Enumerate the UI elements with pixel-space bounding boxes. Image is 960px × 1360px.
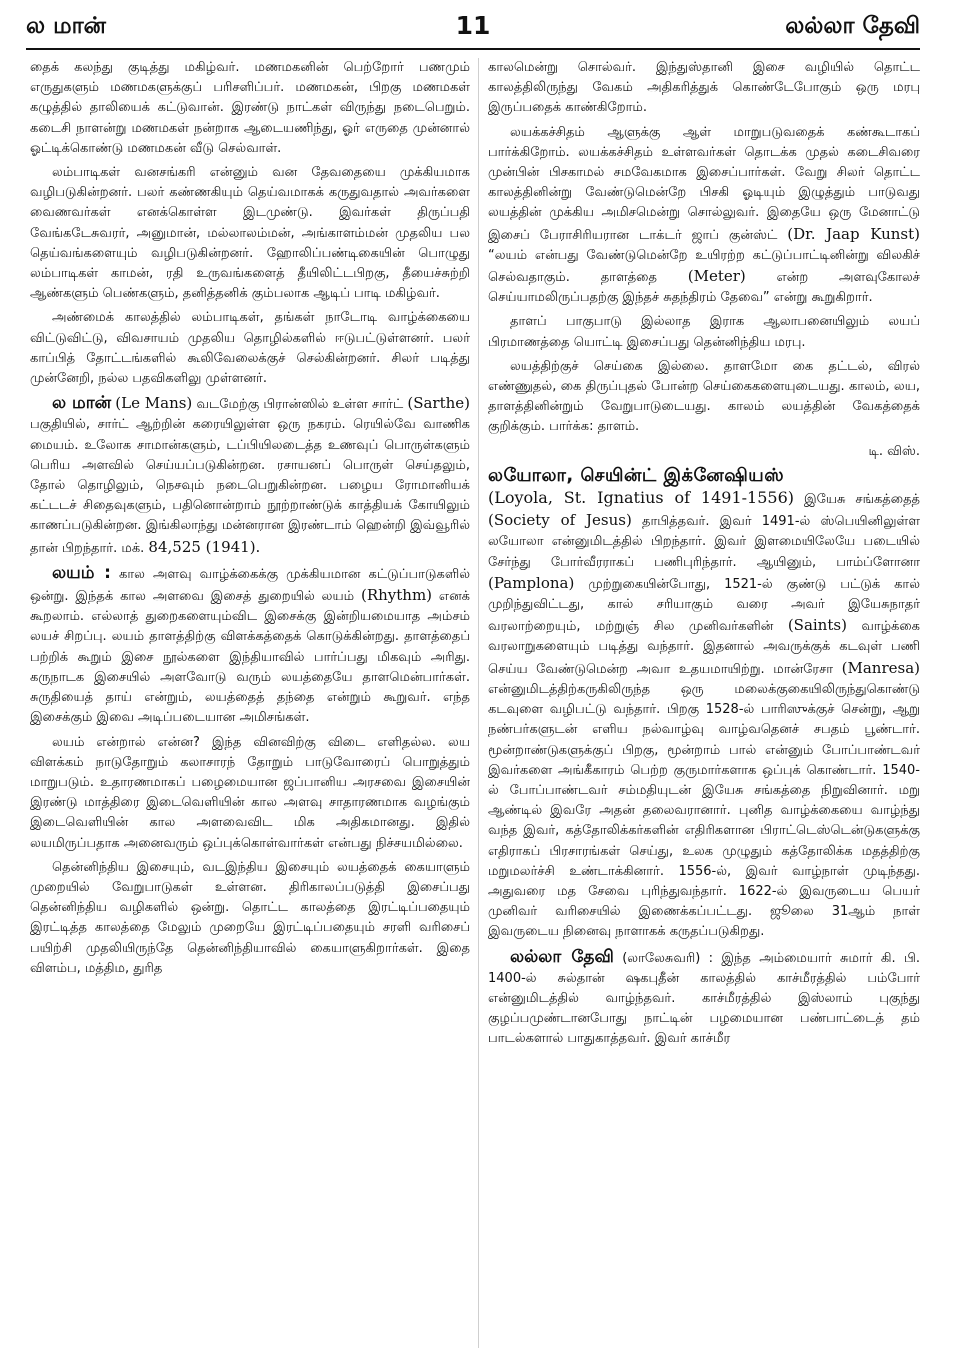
lambadi-paragraph-1: தைக் கலந்து குடித்து மகிழ்வர். மணமகனின் பெற்றோர் பணமும் எருதுகளும் மணமகளுக்குப் பரிசளிப்பர். மணமகன், பிறகு மணமகள் கழுத்தில் தாலியைக் கட்டுவான். இரண்டு நாட்கள் விருந்து நடைபெறும். கடைசி நாளன்று மணமகள் நன்றாக ஆடையணிந்து, ஓர் எருதை முன்னால் ஓட்டிக்கொண்டு மணமகன் வீடு செல்வாள். — [30, 60, 470, 156]
lemans-population: 84,525 (1941). — [148, 537, 261, 556]
kunst-text-1: லயக்கச்சிதம் ஆளுக்கு ஆள் மாறுபடுவதைக் கண்கூடாகப் பார்க்கிறோம். லயக்கச்சிதம் உள்ளவர்கள் தொடக்க முதல் கடைசிவரை முன்பின் பிசகாமல் சமவேகமாக இசைப்பார்கள். வேறு சிலர் தொட்ட காலத்தினின்று வேண்டுமென்றே பிசகி ஓடியும் இழுத்தும் பாடுவது லயத்தின் முக்கிய அமிசமென்று சொல்லுவர். இதையே ஒரு மேனாட்டு இசைப் பேராசிரியரான டாக்டர் ஜாப் குன்ஸ்ட் — [488, 124, 920, 243]
running-head-right: லல்லா தேவி — [785, 13, 920, 39]
entry-term-lemans: ல மான் — [52, 393, 112, 414]
loyola-text-1: இயேசு சங்கத்தைத் — [803, 492, 920, 508]
rhythm-latin-name: (Rhythm) — [360, 586, 433, 605]
lemans-text-2: பகுதியில், சார்ட் ஆற்றின் கரையிலுள்ள ஒரு நகரம். ரெயில்வே வாணிக மையம். உலோக சாமான்களும், டப்பியிலடைத்த உணவுப் பொருள்களும் பெரிய அளவில் செய்யப்படுகின்றன. ரசாயனப் பொருள் செய்தலும், தோல் தொழிலும், நெசவும் நடைபெறுகின்றன. பழைய ரோமானியக் கட்டடச் சிதைவுகளும், பதினொன்றாம் நூற்றாண்டுக் காத்தியக் கோயிலும் காணப்படுகின்றன. இங்கிலாந்து மன்னரான இரண்டாம் ஹென்றி இவ்வூரில் தான் பிறந்தார். மக். — [30, 417, 470, 556]
layam-paragraph-3: லயம் என்றால் என்ன? இந்த வினவிற்கு விடை எளிதல்ல. லய விளக்கம் நாடுதோறும் கலாசாரந் தோறும் பாடுவோரைப் பொறுத்தும் மாறுபடும். உதாரணமாகப் பழைமையான ஜப்பானிய அரசவை இசையின் இரண்டு மாத்திரை இடைவெளியின் கால அளவு சாதாரணமாக வழங்கும் இடைவெளியின் கால அளவைவிட மிக அதிகமானது. இதில் லயமிருப்பதாக அனைவரும் ஒப்புக்கொள்வார்கள் என்பது நிச்சயமில்லை. — [30, 734, 470, 851]
column-divider — [478, 58, 479, 1348]
loyola-text-2: தாபித்தவர். இவர் 1491-ல் ஸ்பெயினிலுள்ள லயோலா என்னுமிடத்தில் பிறந்தார். இவர் இளமையிலேயே படையில் சேர்ந்து போர்வீரராகப் பணிபுரிந்தார். ஆயினும், பாம்ப்ளோனா — [488, 514, 920, 570]
meter-latin-name: (Meter) — [687, 267, 746, 286]
manresa-latin-name: (Manresa) — [841, 658, 920, 677]
lemans-latin-name: (Le Mans) — [115, 394, 193, 413]
loyola-text-4: வாழ்க்கை வரலாறுகளையும் படித்து வந்தார். இதனால் அவருக்குக் கடவுள் பணி செய்ய வேண்டுமென்ற அவா உதயமாயிற்று. மான்ரேசா — [488, 619, 920, 677]
entry-term-lalla: லல்லா தேவி — [510, 946, 614, 967]
page-number: 11 — [455, 11, 491, 40]
layam-continued-paragraph: காலமென்று சொல்வர். இந்துஸ்தானி இசை வழியில் தொட்ட காலத்திலிருந்து வேகம் அதிகரித்துக் கொண்டேபோகும் ஒரு மரபு இருப்பதைக் காண்கிறோம். — [488, 60, 920, 116]
running-head-left: ல மான் — [26, 13, 106, 39]
pamplona-latin-name: (Pamplona) — [488, 573, 575, 592]
layam-paragraph-seykai — [488, 357, 920, 438]
sarthe-latin-name: (Sarthe) — [407, 394, 470, 413]
lalla-alias: (லாலேசுவரி) : — [622, 950, 714, 966]
kunst-text-2: “லயம் என்பது வேண்டுமென்றே உயிரற்ற கட்டுப்பாட்டினின்று விலகிச் செல்வதாகும். தாளத்தை — [488, 247, 920, 286]
kunst-latin-name: (Dr. Jaap Kunst) — [787, 224, 920, 243]
right-column — [488, 58, 920, 1356]
layam-text-2: எனக் கூறலாம். எல்லாத் துறைகளையும்விட இசைக்கு இன்றியமையாத அம்சம் லயச் சிறப்பு. லயம் தாளத்திற்கு விளக்கத்தைக் கொடுக்கின்றது. தாளத்தைப் பற்றிக் கூறும் இசை நூல்களை இந்தியாவில் பார்ப்பது மிகவும் அரிது. கருநாடக இசையில் அளவோடு வரும் லயத்தையே தாளமென்பார்கள். சுருதியைத் தாய் என்றும், லயத்தைத் தந்தை என்றும் கூறுவர். எந்த இசைக்கும் இவை அடிப்படையான அமிசங்கள். — [30, 589, 470, 726]
loyola-entry — [488, 466, 920, 943]
lambadi-paragraph-2: லம்பாடிகள் வனசங்கரி என்னும் வன தேவதையை முக்கியமாக வழிபடுகின்றனர். பலர் கண்ணகியும் தெய்வமாகக் கருதுவதால் அவர்களை வைணவர்கள் எனக்கொள்ள இடமுண்டு. இவர்கள் திருப்பதி வேங்கடேசுவரர், அனுமான், மல்லாலம்மன், அங்காளம்மன் முதலிய பல தெய்வங்களையும் வழிபடுகின்றனர். ஹோலிப்பண்டிகையின் பொழுது லம்பாடிகள் காமன், ரதி உருவங்களைத் தீயிலிட்டபிறகு, தீயைச்சுற்றி ஆண்களும் பெண்களும், தனித்தனிக் கும்பலாக ஆடிப் பாடி மகிழ்வர். — [30, 165, 470, 302]
lemans-entry — [30, 393, 470, 559]
author-byline: டி. விஸ். — [868, 443, 920, 459]
entry-term-loyola: லயோலா, செயின்ட் இக்னேஷியஸ் — [488, 464, 785, 486]
kunst-text-3: என்ற அளவுகோலச் செய்யாமலிருப்பதற்கு இந்தச் சுதந்திரம் தேவை” என்று கூறுகிறார். — [488, 270, 920, 306]
layam-paragraph-kunst — [488, 123, 920, 309]
loyola-latin-name: (Loyola, St. Ignatius of 1491-1556) — [488, 488, 795, 508]
lalla-entry — [488, 947, 920, 1050]
page-header — [26, 6, 920, 50]
layam-paragraph-4: தென்னிந்திய இசையும், வடஇந்திய இசையும் லயத்தைக் கையாளும் முறையில் வேறுபாடுகள் உள்ளன. திரிகாலப்படுத்தி இசைப்பது தென்னிந்திய வழிகளில் ஒன்று. தொட்ட காலத்தை இரட்டிப்பதையும் இரட்டித்த காலத்தை மேலும் முறையே இரட்டிப்பதையும் சரளி வரிசைப் பயிற்சி முதலியிருந்தே தென்னிந்தியாவில் கையாளுகிறார்கள். இதை விளம்ப, மத்திம, துரித — [30, 859, 470, 976]
left-column — [30, 58, 470, 1356]
layam-entry — [30, 563, 470, 729]
entry-term-layam: லயம் : — [52, 562, 111, 583]
saints-latin-name: (Saints) — [787, 616, 847, 635]
lalla-text-1: இந்த அம்மையார் சுமார் கி. பி. 1400-ல் சுல்தான் ஷகபுதீன் காலத்தில் காச்மீரத்தில் பம்போர் என்னுமிடத்தில் வாழ்ந்தவர். காச்மீரத்தில் இஸ்லாம் புகுந்து குழப்பமுண்டானபோது நாட்டின் பழமையான பண்பாட்டைத் தம் பாடல்களால் பாதுகாத்தவர். இவர் காச்மீர — [488, 950, 920, 1047]
layam-text-1: கால அளவு வாழ்க்கைக்கு முக்கியமான கட்டுப்பாடுகளில் ஒன்று. இந்தக் கால அளவை இசைத் துறையில் லயம் — [30, 566, 470, 605]
loyola-text-5: என்னுமிடத்திற்கருகிலிருந்த ஒரு மலைக்குகையிலிருந்துகொண்டு கடவுளை வழிபட்டு வந்தார். பிறகு 1528-ல் பாரிஸுக்குச் சென்று, ஆறு நண்பர்களுடன் எளிய நல்வாழ்வு வாழ்வதெனச் சபதம் பூண்டார். மூன்றாண்டுகளுக்குப் பிறகு, மூன்றாம் பால் என்னும் போப்பாண்டவர் இவர்களை அங்கீகாரம் பெற்ற குருமார்களாக ஒப்புக் கொண்டார். 1540-ல் போப்பாண்டவர் சம்மதியுடன் இயேசு சங்கத்தை நிறுவினார். மறு ஆண்டில் இவரே அதன் தலைவரானார். புனித வாழ்க்கையை வாழ்ந்து வந்த இவர், கத்தோலிக்கர்களின் எதிரிகளான பிராட்டெஸ்டென்டுகளுக்கு எதிராகப் பிரசாரங்கள் செய்து, உலக முழுதும் கத்தோலிக்க மதத்திற்கு மறுமலர்ச்சி உண்டாக்கினார். 1556-ல், இவர் வாழ்நாள் முடிந்தது. அதுவரை மத சேவை புரிந்துவந்தார். 1622-ல் இவருடைய பெயர் முனிவர் வரிசையில் இணைக்கப்பட்டது. ஜூலை 31ஆம் நாள் இவருடைய நினைவு நாளாகக் கருதப்படுகிறது. — [488, 681, 920, 940]
layam-paragraph-alapana: தாளப் பாகுபாடு இல்லாத இராக ஆலாபனையிலும் லயப் பிரமாணத்தை யொட்டி இசைப்பது தென்னிந்திய மரபு. — [488, 314, 920, 350]
lemans-text-1: வடமேற்கு பிரான்ஸில் உள்ள சார்ட் — [196, 397, 404, 413]
society-latin-name: (Society of Jesus) — [488, 511, 632, 530]
seykai-text: லயத்திற்குச் செய்கை இல்லை. தாளமோ கை தட்டல், விரல் எண்ணுதல், கை திருப்புதல் போன்ற செய்கைகளையுடையது. காலம், லய, தாளத்தினின்றும் வேறுபாடுடையது. காலம் லயத்தின் வேகத்தைக் குறிக்கும். பார்க்க: தாளம். — [488, 358, 920, 435]
lambadi-paragraph-3: அண்மைக் காலத்தில் லம்பாடிகள், தங்கள் நாடோடி வாழ்க்கையை விட்டுவிட்டு, விவசாயம் முதலிய தொழில்களில் ஈடுபட்டுள்ளனர். பலர் காப்பித் தோட்டங்களில் கூலிவேலைக்குச் செல்கின்றனர். சிலர் படித்து முன்னேறி, நல்ல பதவிகளிலு முள்ளனர். — [30, 310, 470, 387]
loyola-text-3: முற்றுகையின்போது, 1521-ல் குண்டு பட்டுக் கால் முறிந்துவிட்டது, கால் சரியாகும் வரை அவர் இயேசுநாதர் வரலாற்றையும், மற்றுஞ் சில முனிவர்களின் — [488, 576, 920, 635]
